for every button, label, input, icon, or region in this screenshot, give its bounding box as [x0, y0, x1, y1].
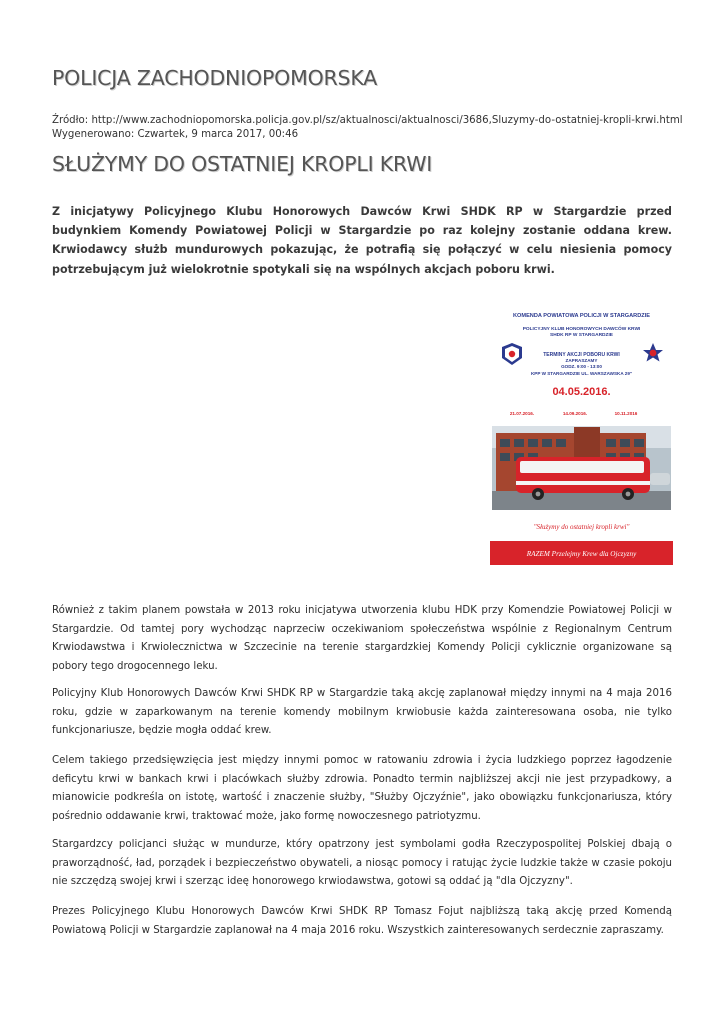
poster-date-2: 14.09.2016. [562, 411, 588, 416]
poster-club-line1: POLICYJNY KLUB HONOROWYCH DAWCÓW KRWI [522, 327, 641, 332]
source-meta [52, 114, 683, 142]
poster-date-1: 21.07.2016. [509, 411, 535, 416]
article-paragraph: Celem takiego przedsięwzięcia jest między innymi pomoc w ratowaniu zdrowia i życia ludzkiego poprzez łagodzenie deficytu krwi w bankach krwi i placówkach służby zdrowia. Ponadto termin najbliższej akcji nie jest przypadkowy, a mianowicie podkreśla on istotę, wartość i znaczenie służby, "Służby Ojczyźnie", jako obowiązku funkcjonariusza, który pośrednio oddawanie krwi, traktować może, jako formę nowoczesnego patriotyzmu. [52, 755, 672, 822]
article-paragraph: Również z takim planem powstała w 2013 roku inicjatywa utworzenia klubu HDK przy Komendzie Powiatowej Policji w Stargardzie. Od tamtej pory wychodząc naprzeciw oczekiwaniom społeczeństwa wspólnie z Regionalnym Centrum Krwiodawstwa i Krwiolecznictwa w Szczecinie na terenie stargardzkiej Komendy Policji cyklicznie organizowane są pobory tego drogocennego leku. [52, 605, 672, 672]
poster-address: KPP W STARGARDZIE UL. WARSZAWSKA 29" [530, 371, 633, 376]
poster-banner: RAZEM Przelejmy Krew dla Ojczyzny [526, 550, 637, 558]
article-paragraph: Stargardzcy policjanci służąc w mundurze, który opatrzony jest symbolami godła Rzeczypospolitej Polskiej dbają o praworządność, ład, porządek i bezpieczeństwo obywateli, a niosąc pomocy i ratując życie ludzkie także w czasie pokoju nie szczędzą swojej krwi i szerząc ideę honorowego krwiodawstwa, gotowi są oddać ją "dla Ojczyzny". [52, 839, 672, 887]
poster-club-line2: SHDK RP W STARGARDZIE [550, 333, 613, 338]
event-poster [490, 303, 673, 566]
source-url-line: Źródło: http://www.zachodniopomorska.policja.gov.pl/sz/aktualnosci/aktualnosci/3686,Sluzymy-do-ostatniej-kropli-krwi.html [52, 115, 683, 126]
poster-terms-title: TERMINY AKCJI POBORU KRWI [543, 352, 620, 358]
generated-date-line: Wygenerowano: Czwartek, 9 marca 2017, 00:46 [52, 129, 299, 140]
article-title: SŁUŻYMY DO OSTATNIEJ KROPLI KRWI [52, 152, 433, 176]
article-paragraph: Prezes Policyjnego Klubu Honorowych Dawców Krwi SHDK RP Tomasz Fojut najbliższą taką akcję przed Komendą Powiatową Policji w Stargardzie zaplanował na 4 maja 2016 roku. Wszystkich zainteresowanych serdecznie zapraszamy. [52, 906, 672, 936]
poster-heading: KOMENDA POWIATOWA POLICJI W STARGARDZIE [513, 313, 650, 319]
poster-invite: ZAPRASZAMY [565, 358, 598, 363]
article-lead: Z inicjatywy Policyjnego Klubu Honorowych Dawców Krwi SHDK RP w Stargardzie przed budynkiem Komendy Powiatowej Policji w Stargardzie po raz kolejny zostanie oddana krew. Krwiodawcy służb mundurowych pokazując, że potrafią się połączyć w celu niesienia pomocy potrzebującym już wielokrotnie spotykali się na wspólnych akcjach poboru krwi. [52, 205, 672, 276]
poster-date-3: 10.11.2016 [614, 411, 638, 416]
poster-slogan: "Służymy do ostatniej kropli krwi" [533, 523, 630, 531]
poster-hours: GODZ. 9:00 - 13:00 [561, 364, 602, 369]
poster-main-date: 04.05.2016. [552, 386, 611, 398]
article-paragraph: Policyjny Klub Honorowych Dawców Krwi SHDK RP w Stargardzie taką akcję zaplanował między innymi na 4 maja 2016 roku, gdzie w zaparkowanym na terenie komendy mobilnym krwiobusie każda zainteresowana osoba, nie tylko funkcjonariusze, będzie mogła oddać krew. [52, 688, 672, 736]
bloodmobile-photo [492, 426, 671, 510]
site-title: POLICJA ZACHODNIOPOMORSKA [52, 66, 378, 90]
